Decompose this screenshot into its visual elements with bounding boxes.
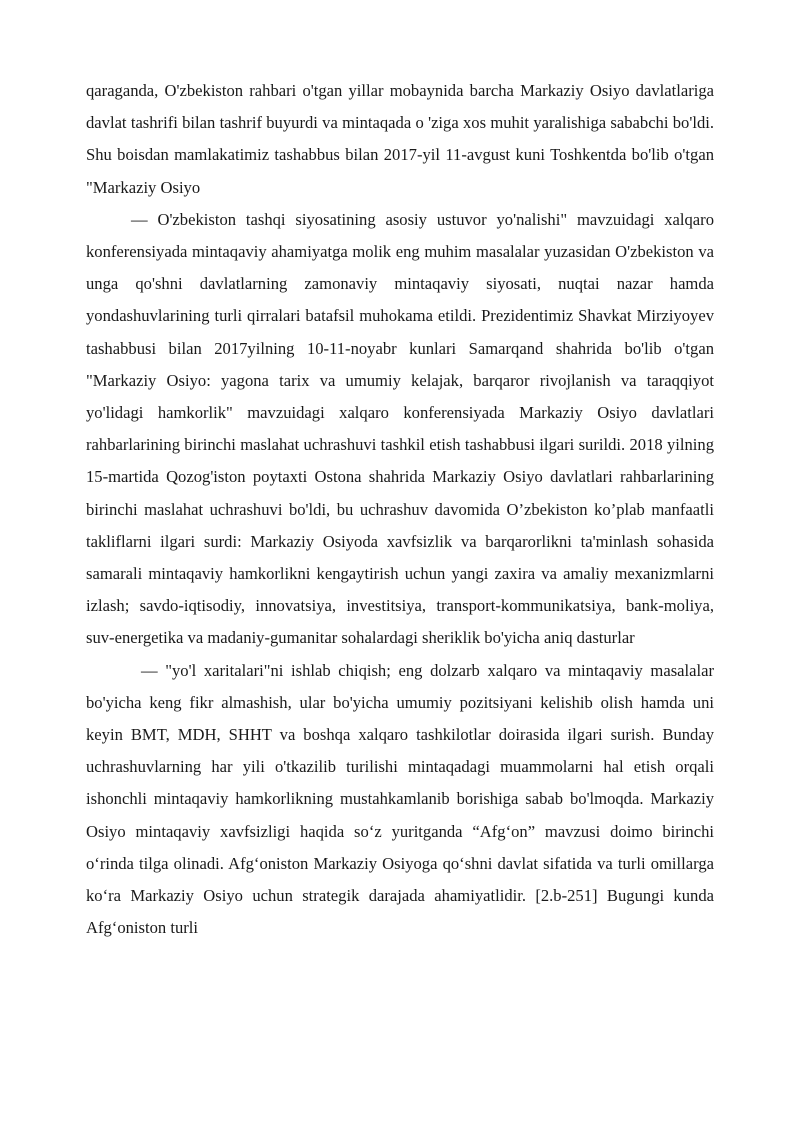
document-page — [86, 75, 714, 944]
paragraph: — "yo'l xaritalari"ni ishlab chiqish; eng dolzarb xalqaro va mintaqaviy masalalar bo'yicha keng fikr almashish, ular bo'yicha umumiy pozitsiyani kelishib olish hamda uni keyin BMT, MDH, SHHT va boshqa xalqaro tashkilotlar doirasida ilgari surish. Bunday uchrashuvlarning har yili o'tkazilib turilishi mintaqadagi muammolarni hal etish orqali ishonchli mintaqaviy hamkorlikning mustahkamlanib borishiga sabab bo'lmoqda. Markaziy Osiyo mintaqaviy xavfsizligi haqida so‘z yuritganda “Afg‘on” mavzusi doimo birinchi o‘rinda tilga olinadi. Afg‘oniston Markaziy Osiyoga qo‘shni davlat sifatida va turli omillarga ko‘ra Markaziy Osiyo uchun strategik darajada ahamiyatlidir. [2.b-251] Bugungi kunda Afg‘oniston turli — [86, 660, 714, 938]
paragraph: — O'zbekiston tashqi siyosatining asosiy ustuvor yo'nalishi" mavzuidagi xalqaro konferensiyada mintaqaviy ahamiyatga molik eng muhim masalalar yuzasidan O'zbekiston va unga qo'shni davlatlarning zamonaviy mintaqaviy siyosati, nuqtai nazar hamda yondashuvlarining turli qirralari batafsil muhokama etildi. Prezidentimiz Shavkat Mirziyoyev tashabbusi bilan 2017yilning 10-11-noyabr kunlari Samarqand shahrida bo'lib o'tgan "Markaziy Osiyo: yagona tarix va umumiy kelajak, barqaror rivojlanish va taraqqiyot yo'lidagi hamkorlik" mavzuidagi xalqaro konferensiyada Markaziy Osiyo davlatlari rahbarlarining birinchi maslahat uchrashuvi tashkil etish tashabbusi ilgari surildi. 2018 yilning 15-martida Qozog'iston poytaxti Ostona shahrida Markaziy Osiyo davlatlari rahbarlarining birinchi maslahat uchrashuvi bo'ldi, bu uchrashuv davomida O’zbekiston ko’plab manfaatli takliflarni ilgari surdi: Markaziy Osiyoda xavfsizlik va barqarorlikni ta'minlash sohasida samarali mintaqaviy hamkorlikni kengaytirish uchun yangi zaxira va amaliy mexanizmlarni izlash; savdo-iqtisodiy, innovatsiya, investitsiya, transport-kommunikatsiya, bank-moliya, suv-energetika va madaniy-gumanitar sohalardagi sheriklik bo'yicha aniq dasturlar — [86, 209, 714, 648]
paragraph: qaraganda, O'zbekiston rahbari o'tgan yillar mobaynida barcha Markaziy Osiyo davlatlariga davlat tashrifi bilan tashrif buyurdi va mintaqada o 'ziga xos muhit yaralishiga sababchi bo'ldi. Shu boisdan mamlakatimiz tashabbus bilan 2017-yil 11-avgust kuni Toshkentda bo'lib o'tgan "Markaziy Osiyo — [86, 81, 714, 197]
